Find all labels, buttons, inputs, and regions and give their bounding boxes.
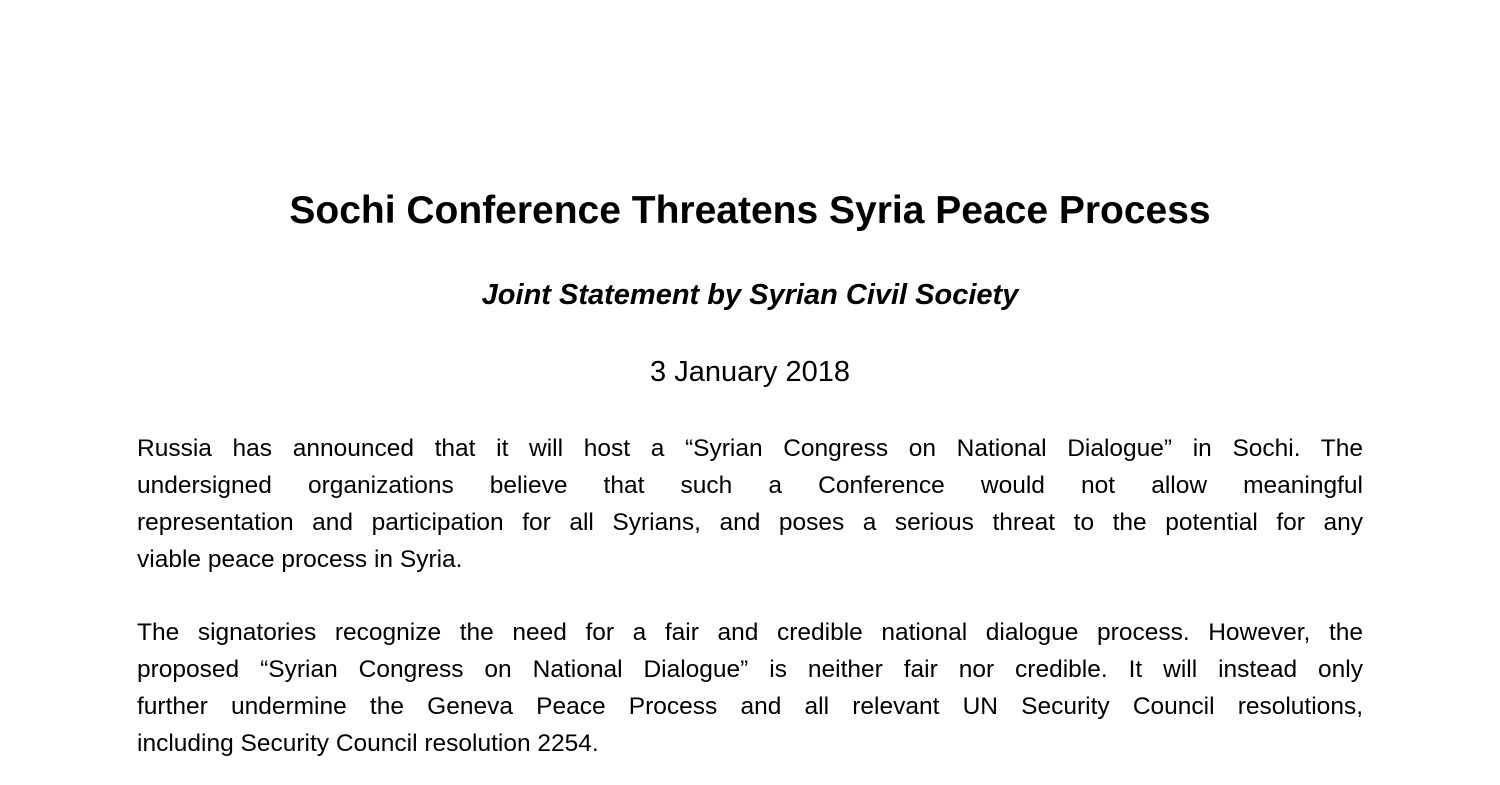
document-title: Sochi Conference Threatens Syria Peace Process: [289, 189, 1211, 232]
paragraph-line: proposed “Syrian Congress on National Dialogue” is neither fair nor credible. It will instead only: [137, 656, 1363, 683]
document-date: 3 January 2018: [650, 356, 850, 388]
paragraph-line: including Security Council resolution 2254.: [137, 730, 599, 757]
paragraph-line: undersigned organizations believe that such a Conference would not allow meaningful: [137, 472, 1363, 499]
paragraph-line: further undermine the Geneva Peace Process and all relevant UN Security Council resolutions,: [137, 693, 1363, 720]
paragraph-line: The signatories recognize the need for a fair and credible national dialogue process. However, the: [137, 619, 1363, 646]
paragraph-line: representation and participation for all Syrians, and poses a serious threat to the potential for any: [137, 509, 1363, 536]
body-paragraph-2: [137, 614, 1363, 762]
document-subtitle: Joint Statement by Syrian Civil Society: [481, 279, 1019, 311]
body-paragraph-1: [137, 430, 1363, 578]
paragraph-line: Russia has announced that it will host a “Syrian Congress on National Dialogue” in Sochi. The: [137, 435, 1363, 462]
paragraph-line: viable peace process in Syria.: [137, 546, 463, 573]
